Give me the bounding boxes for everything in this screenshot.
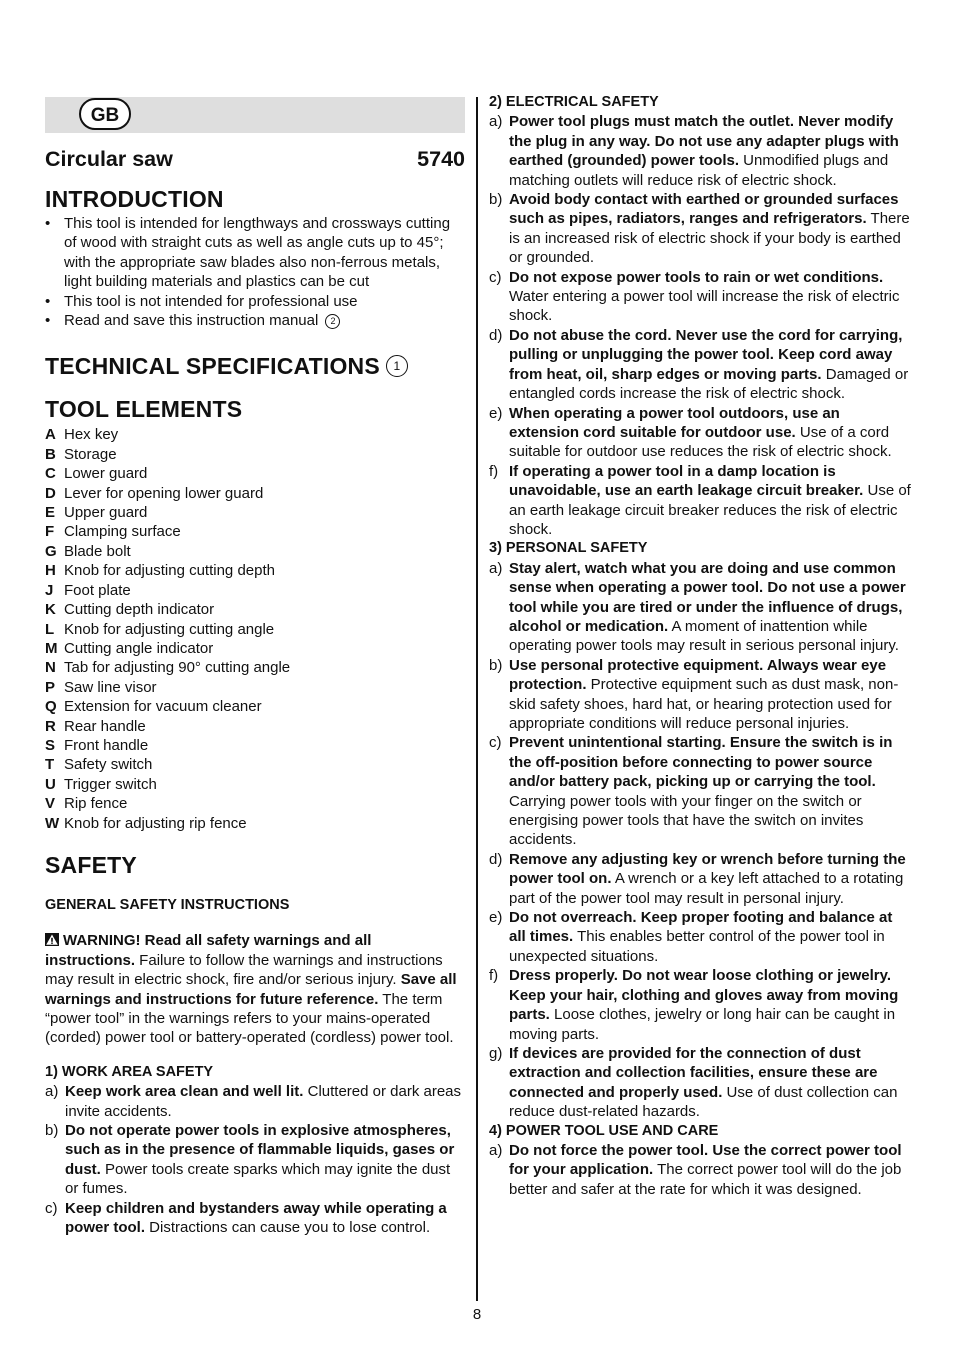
safety-item-text: Stay alert, watch what you are doing and use common sense when operating a power tool. Do not use a power tool while you are tired or under the influence of drugs, alcohol or medication. A moment of inattention while operating power tools may result in serious personal injury. <box>509 559 906 655</box>
safety-item <box>489 404 911 462</box>
safety-item <box>489 559 911 656</box>
language-bar <box>45 97 465 133</box>
model-number: 5740 <box>417 147 465 171</box>
tool-element-item <box>45 542 465 561</box>
tool-element-letter: B <box>45 445 56 463</box>
safety-item-text: Prevent unintentional starting. Ensure the switch is in the off-position before connecting to power source and/or battery pack, picking up or carrying the tool. Carrying power tools with your finger on the switch or energising power tools that have the switch on invites accidents. <box>509 734 893 849</box>
safety-item-label: b) <box>45 1122 59 1140</box>
tool-element-label: Lever for opening lower guard <box>64 484 264 502</box>
safety-item <box>489 656 911 734</box>
tool-element-label: Saw line visor <box>64 678 157 696</box>
safety-item <box>489 850 911 908</box>
tool-element-letter: P <box>45 678 56 696</box>
safety-item <box>489 1044 911 1122</box>
product-name: Circular saw <box>45 147 173 171</box>
tool-elements-list <box>45 425 465 833</box>
safety-item-label: c) <box>45 1199 58 1217</box>
safety-item-label: f) <box>489 967 499 985</box>
tool-element-item <box>45 561 465 580</box>
figure-ref-2: 2 <box>325 314 340 329</box>
introduction-list <box>45 214 465 330</box>
tool-element-letter: H <box>45 562 56 580</box>
safety-item-text: Do not force the power tool. Use the correct power tool for your application. The correct power tool will do the job better and safer at the rate for which it was designed. <box>509 1141 902 1198</box>
tool-element-letter: V <box>45 795 56 813</box>
tool-element-item <box>45 620 465 639</box>
introduction-heading: INTRODUCTION <box>45 186 224 212</box>
tool-element-letter: S <box>45 736 56 754</box>
safety-item-text: If operating a power tool in a damp location is unavoidable, use an earth leakage circuit breaker. Use of an earth leakage circuit breaker reduces the risk of electric shock. <box>509 462 911 538</box>
tool-element-label: Front handle <box>64 736 149 754</box>
tool-element-label: Knob for adjusting cutting angle <box>64 620 275 638</box>
intro-bullet: • This tool is intended for lengthways and crossways cutting of wood with straight cuts as well as angle cuts up to 45°; with the appropriate saw blades also non-ferrous metals, light building materials and plastics can be cut <box>45 214 465 292</box>
safety-item-label: e) <box>489 404 503 422</box>
tool-element-letter: F <box>45 523 55 541</box>
tool-element-letter: J <box>45 581 54 599</box>
safety-item <box>489 966 911 1044</box>
tool-element-label: Extension for vacuum cleaner <box>64 698 262 716</box>
safety-item-text: Power tool plugs must match the outlet. Never modify the plug in any way. Do not use any adapter plugs with earthed (grounded) power tools. Unmodified plugs and matching outlets will reduce risk of electric shock. <box>509 113 899 189</box>
tool-element-label: Cutting depth indicator <box>64 601 215 619</box>
technical-specifications-heading: TECHNICAL SPECIFICATIONS 1 <box>45 349 465 383</box>
safety-item <box>489 1141 911 1199</box>
tool-element-letter: W <box>45 814 60 832</box>
tool-element-item <box>45 755 465 774</box>
tool-element-label: Cutting angle indicator <box>64 639 214 657</box>
safety-section-heading: 4) POWER TOOL USE AND CARE <box>489 1122 719 1139</box>
safety-item <box>489 733 911 849</box>
left-column <box>45 97 465 1237</box>
warning-triangle-icon <box>45 933 59 946</box>
tool-element-label: Knob for adjusting rip fence <box>64 814 247 832</box>
tool-element-label: Trigger switch <box>64 775 157 793</box>
safety-item-label: b) <box>489 656 503 674</box>
tool-element-letter: T <box>45 756 55 774</box>
safety-item <box>489 462 911 540</box>
safety-section <box>489 1122 911 1200</box>
safety-item-text: Avoid body contact with earthed or grounded surfaces such as pipes, radiators, ranges and refrigerators. There is an increased risk of electric shock if your body is earthed or grounded. <box>509 191 910 267</box>
safety-item <box>45 1199 465 1238</box>
tool-element-item <box>45 736 465 755</box>
safety-item-label: c) <box>489 268 502 286</box>
safety-item-text: Do not expose power tools to rain or wet conditions. Water entering a power tool will increase the risk of electric shock. <box>509 268 900 325</box>
tool-element-label: Upper guard <box>64 504 148 522</box>
tool-element-item <box>45 775 465 794</box>
safety-item-text: Remove any adjusting key or wrench before turning the power tool on. A wrench or a key left attached to a rotating part of the power tool may result in personal injury. <box>509 850 906 907</box>
figure-ref-1: 1 <box>386 355 408 377</box>
tool-element-item <box>45 717 465 736</box>
safety-section-heading: 3) PERSONAL SAFETY <box>489 540 648 557</box>
tool-element-letter: G <box>45 542 57 560</box>
tool-element-item <box>45 445 465 464</box>
safety-item-label: a) <box>489 1141 503 1159</box>
safety-item-label: a) <box>489 559 503 577</box>
tool-elements-heading: TOOL ELEMENTS <box>45 396 243 423</box>
tool-element-item <box>45 678 465 697</box>
safety-item-text: Do not abuse the cord. Never use the cord for carrying, pulling or unplugging the power tool. Keep cord away from heat, oil, sharp edges or moving parts. Damaged or entangled cords increase the risk of electric shock. <box>509 326 909 403</box>
safety-item-label: a) <box>45 1083 59 1101</box>
safety-item <box>489 112 911 190</box>
safety-item-label: b) <box>489 191 503 209</box>
tool-element-letter: U <box>45 775 56 793</box>
tool-element-item <box>45 484 465 503</box>
tool-element-label: Knob for adjusting cutting depth <box>64 562 275 580</box>
safety-item <box>489 190 911 268</box>
safety-item-label: d) <box>489 326 503 344</box>
right-column <box>489 93 911 1199</box>
safety-item <box>489 326 911 404</box>
tool-element-item <box>45 522 465 541</box>
tool-element-letter: C <box>45 465 56 483</box>
column-divider <box>476 97 478 1301</box>
safety-item <box>45 1082 465 1121</box>
safety-item <box>489 268 911 326</box>
tool-element-item <box>45 814 465 833</box>
tool-element-letter: L <box>45 620 55 638</box>
tool-element-item <box>45 600 465 619</box>
product-title-row <box>45 146 465 172</box>
tool-element-label: Foot plate <box>64 581 131 599</box>
safety-item-label: f) <box>489 462 499 480</box>
tool-element-label: Blade bolt <box>64 542 131 560</box>
safety-item-label: g) <box>489 1044 503 1062</box>
intro-bullet: • This tool is not intended for professional use <box>45 292 465 311</box>
tool-element-label: Rear handle <box>64 717 146 735</box>
safety-section-heading: 2) ELECTRICAL SAFETY <box>489 94 659 110</box>
safety-item-text: Dress properly. Do not wear loose clothing or jewelry. Keep your hair, clothing and gloves away from moving parts. Loose clothes, jewelry or long hair can be caught in moving parts. <box>509 967 899 1043</box>
safety-item <box>45 1121 465 1199</box>
general-safety-heading: GENERAL SAFETY INSTRUCTIONS <box>45 896 290 913</box>
safety-item-text: Keep work area clean and well lit. Cluttered or dark areas invite accidents. <box>65 1083 462 1120</box>
page-number: 8 <box>472 1306 482 1323</box>
language-badge: GB <box>79 98 131 130</box>
tool-element-item <box>45 794 465 813</box>
warning-paragraph: WARNING! Read all safety warnings and all instructions. Failure to follow the warnings and instructions may result in electric shock, fire and/or serious injury. Save all warnings and instructions for future reference. The term “power tool” in the warnings refers to your mains-operated (corded) power tool or battery-operated (cordless) power tool. <box>45 932 457 1047</box>
work-area-safety-section <box>45 1063 465 1238</box>
safety-item <box>489 908 911 966</box>
tool-element-letter: N <box>45 659 56 677</box>
safety-item-label: a) <box>489 113 503 131</box>
safety-section-heading: 1) WORK AREA SAFETY <box>45 1063 214 1080</box>
tool-element-label: Hex key <box>64 426 119 444</box>
tool-element-letter: R <box>45 717 56 735</box>
tool-element-letter: Q <box>45 698 57 716</box>
tool-element-label: Lower guard <box>64 465 148 483</box>
tool-element-item <box>45 464 465 483</box>
safety-item-label: d) <box>489 850 503 868</box>
safety-item-label: e) <box>489 909 503 927</box>
intro-bullet: • Read and save this instruction manual 2 <box>45 311 465 330</box>
safety-section <box>489 93 911 539</box>
tool-element-item <box>45 658 465 677</box>
tool-element-letter: M <box>45 639 58 657</box>
tool-element-item <box>45 697 465 716</box>
safety-item-text: Do not operate power tools in explosive atmospheres, such as in the presence of flammable liquids, gases or dust. Power tools create sparks which may ignite the dust or fumes. <box>65 1122 455 1198</box>
tool-element-letter: A <box>45 426 56 444</box>
tool-element-letter: E <box>45 504 56 522</box>
tool-element-item <box>45 639 465 658</box>
safety-item-text: If devices are provided for the connection of dust extraction and collection facilities, ensure these are connected and properly used. Use of dust collection can reduce dust-related hazards. <box>509 1044 898 1121</box>
tool-element-item <box>45 425 465 444</box>
safety-section <box>489 539 911 1121</box>
safety-item-text: When operating a power tool outdoors, use an extension cord suitable for outdoor use. Use of a cord suitable for outdoor use reduces the risk of electric shock. <box>509 404 892 461</box>
tool-element-letter: K <box>45 601 56 619</box>
safety-item-text: Keep children and bystanders away while operating a power tool. Distractions can cause you to lose control. <box>65 1199 447 1237</box>
tool-element-item <box>45 581 465 600</box>
safety-heading: SAFETY <box>45 851 137 878</box>
tool-element-item <box>45 503 465 522</box>
safety-item-label: c) <box>489 734 502 752</box>
tool-element-label: Rip fence <box>64 795 128 813</box>
tool-element-label: Safety switch <box>64 756 153 774</box>
tool-element-label: Storage <box>64 445 117 463</box>
safety-item-text: Do not overreach. Keep proper footing and balance at all times. This enables better control of the power tool in unexpected situations. <box>509 909 893 965</box>
tool-element-label: Tab for adjusting 90° cutting angle <box>64 659 291 677</box>
safety-item-text: Use personal protective equipment. Always wear eye protection. Protective equipment such as dust mask, non-skid safety shoes, hard hat, or hearing protection used for appropriate conditions will reduce personal injuries. <box>509 656 899 732</box>
tool-element-label: Clamping surface <box>64 523 181 541</box>
tool-element-letter: D <box>45 484 56 502</box>
